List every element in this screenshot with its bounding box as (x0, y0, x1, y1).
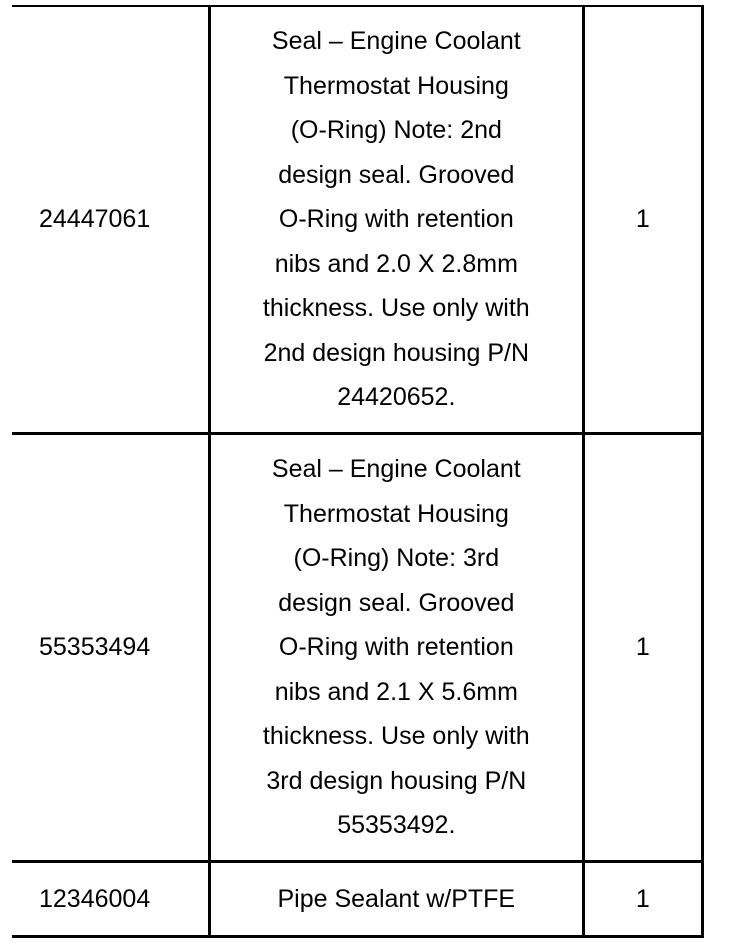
description-line: 24420652. (337, 383, 456, 412)
table-row (12, 6, 703, 434)
quantity-cell: 1 (583, 434, 702, 862)
description-line: design seal. Grooved (278, 160, 515, 189)
description-line: (O-Ring) Note: 2nd (290, 116, 502, 145)
description-line: Pipe Sealant w/PTFE (277, 884, 516, 913)
part-number-cell: 24447061 (12, 6, 209, 434)
part-number-cell: 12346004 (12, 862, 209, 937)
description-line: Seal – Engine Coolant (271, 27, 521, 56)
description-line: nibs and 2.0 X 2.8mm (274, 249, 518, 278)
parts-table (12, 5, 704, 938)
table-row (12, 862, 703, 937)
description-line: 2nd design housing P/N (263, 338, 530, 367)
description-line: thickness. Use only with (262, 722, 530, 751)
part-number-cell: 55353494 (12, 434, 209, 862)
description-line: O-Ring with retention (278, 633, 514, 662)
description-line: O-Ring with retention (278, 205, 514, 234)
description-line: (O-Ring) Note: 3rd (293, 544, 500, 573)
description-line: Seal – Engine Coolant (271, 455, 521, 484)
description-line: nibs and 2.1 X 5.6mm (274, 677, 518, 706)
description-line: 55353492. (337, 811, 456, 840)
quantity-cell: 1 (583, 862, 702, 937)
table-row (12, 434, 703, 862)
description-cell (209, 862, 583, 937)
description-line: design seal. Grooved (278, 588, 515, 617)
description-line: Thermostat Housing (283, 71, 509, 100)
description-cell (209, 434, 583, 862)
description-line: 3rd design housing P/N (266, 766, 527, 795)
description-line: Thermostat Housing (283, 499, 509, 528)
quantity-cell: 1 (583, 6, 702, 434)
description-line: thickness. Use only with (262, 294, 530, 323)
description-cell (209, 6, 583, 434)
